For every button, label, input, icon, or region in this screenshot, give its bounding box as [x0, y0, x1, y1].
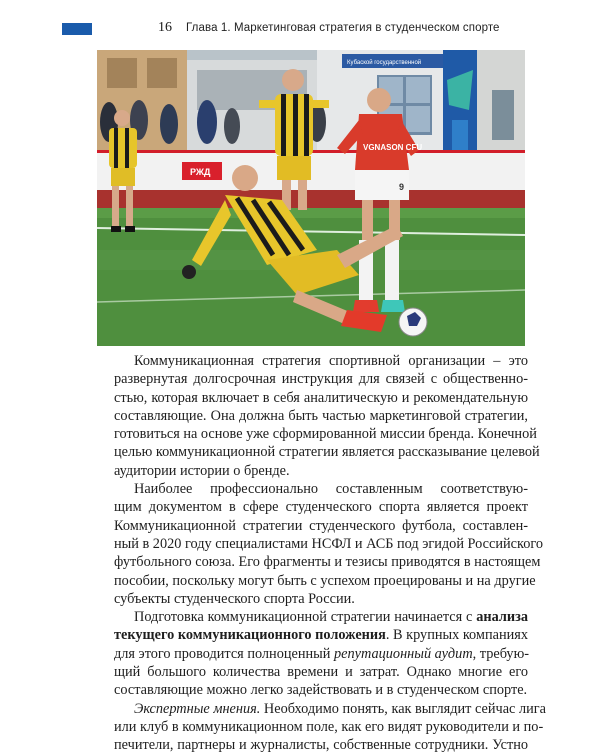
- text-line: пособии, поскольку могут быть с успехом проецированы и на другие: [114, 572, 536, 589]
- photo-banner-text: Кубаской государственной: [347, 60, 422, 66]
- text-line: аудитории истории о бренде.: [114, 462, 290, 479]
- text-line: [94, 700, 546, 718]
- text-line: составляющие. Она должна быть частью маркетинговой стратегии,: [114, 407, 528, 424]
- body-text: [94, 352, 546, 755]
- paragraph-4: [94, 700, 546, 755]
- text-line: футбольного союза. Его фрагменты и тезисы приводятся в настоящем: [114, 554, 541, 571]
- text-line: целью коммуникационной стратегии является рассказывание целевой: [114, 444, 540, 461]
- text-line: [94, 645, 528, 663]
- text-line: субъекты студенческого спорта России.: [114, 590, 355, 607]
- text-line: печители, партнеры и журналисты, собственные сотрудники. Устно: [114, 737, 528, 754]
- photo-sponsor-text: РЖД: [190, 167, 211, 177]
- football-match-photo: [97, 50, 525, 346]
- photo-shirt-number: 9: [399, 182, 405, 192]
- text-run: Подготовка коммуникационной стратегии начинается с: [134, 609, 473, 626]
- text-run: для этого проводится полноценный: [114, 645, 331, 662]
- paragraph-1: [94, 352, 540, 480]
- chapter-title: Глава 1. Маркетинговая стратегия в студенческом спорте: [186, 22, 500, 34]
- paragraph-3: [94, 608, 528, 699]
- header-color-bar: [62, 23, 92, 35]
- text-line: щий большого количества времени и затрат. Однако многие его: [114, 664, 528, 681]
- text-run: , требую-: [472, 645, 530, 662]
- italic-term: репутационный аудит: [334, 645, 473, 662]
- photo-shirt-text: VGNASON CFU: [363, 143, 423, 152]
- paragraph-2: [94, 480, 544, 608]
- text-line: ный в 2020 году специалистами НСФЛ и АСБ под эгидой Российского: [114, 535, 544, 552]
- football-ball: [399, 308, 427, 336]
- bold-term: текущего коммуникационного положения: [114, 627, 386, 644]
- text-line: [94, 608, 528, 626]
- text-run: . В крупных компаниях: [385, 627, 528, 644]
- text-line: щим документом в сфере студенческого спорта является проект: [114, 499, 528, 516]
- text-run: Необходимо понять, как выглядит сейчас лига: [260, 700, 546, 717]
- text-line: Наиболее профессионально составленным соответствую-: [134, 481, 528, 498]
- text-line: готовиться на основе уже сформированной миссии бренда. Конечной: [114, 426, 537, 443]
- text-line: или клуб в коммуникационном поле, как его видят руководители и по-: [114, 718, 544, 735]
- text-line: Коммуникационной стратегии студенческого футбола, составлен-: [114, 517, 528, 534]
- text-line: составляющие можно легко задействовать и в студенческом спорте.: [114, 682, 528, 699]
- text-line: стью, которая включает в себя аналитическую и рекомендательную: [114, 389, 528, 406]
- text-line: Коммуникационная стратегия спортивной организации – это: [134, 353, 528, 369]
- italic-term: Экспертные мнения.: [134, 700, 261, 717]
- bold-term: анализа: [476, 609, 528, 626]
- text-line: развернутая долгосрочная инструкция для связей с общественно-: [114, 371, 528, 388]
- text-line: [94, 626, 528, 644]
- running-header: [62, 22, 542, 36]
- page-number: 16: [158, 20, 172, 35]
